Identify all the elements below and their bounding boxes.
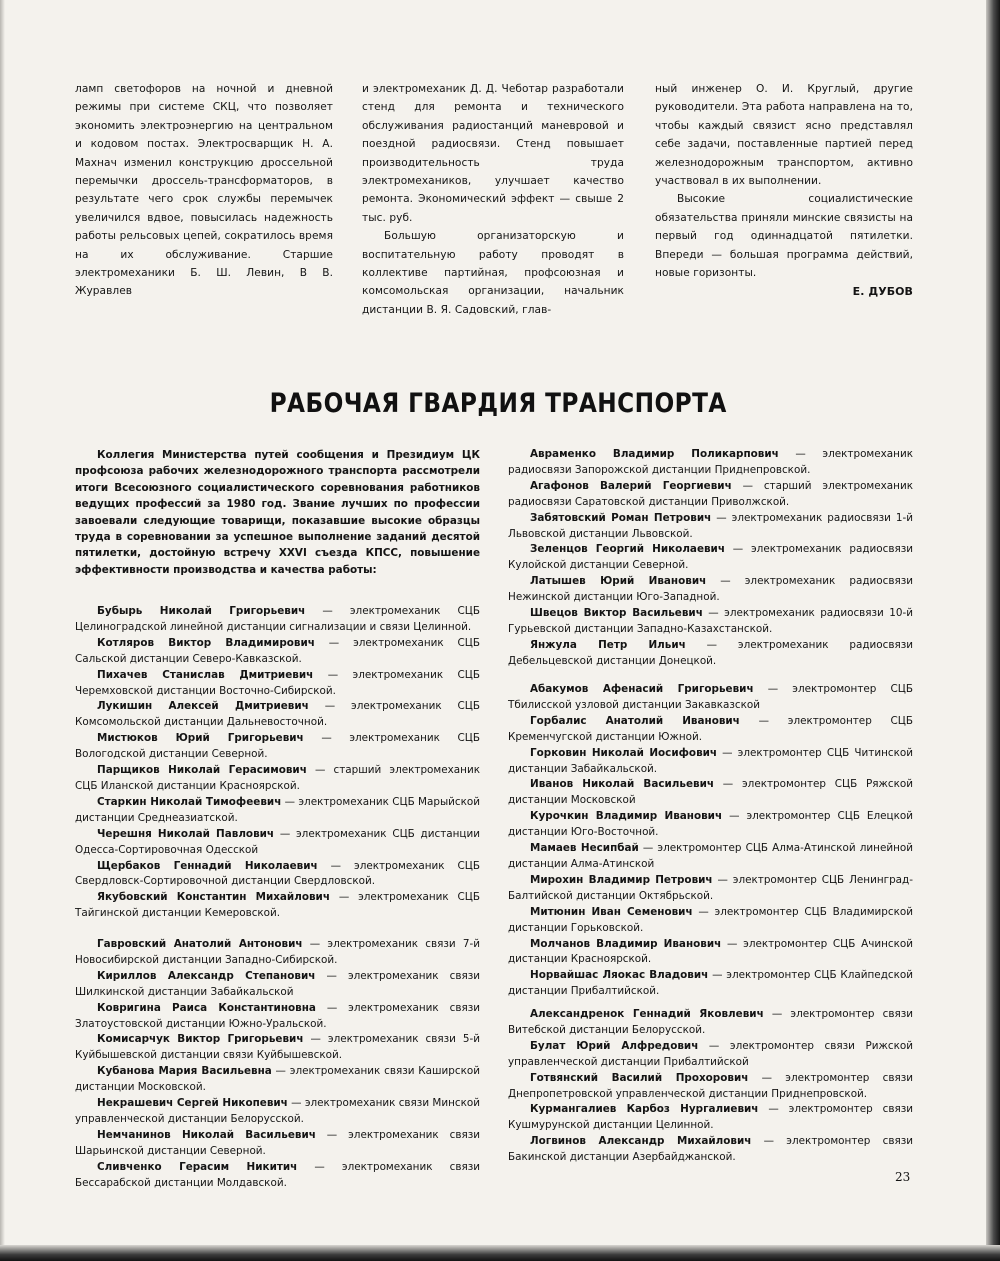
honoree-entry xyxy=(508,873,913,905)
honoree-name: Иванов Николай Васильевич xyxy=(530,778,715,791)
honoree-list-right-1 xyxy=(508,447,913,670)
honoree-position: — электромеханик СЦБ Сальской дистанции Северо-Кавказской. xyxy=(75,636,480,665)
honoree-position: — электромеханик связи Минской управленческой дистанции Белорусской. xyxy=(75,1097,480,1125)
honoree-entry xyxy=(508,809,913,841)
honoree-name: Бубырь Николай Григорьевич xyxy=(97,605,306,617)
top-column-1 xyxy=(75,80,333,301)
honoree-entry xyxy=(508,905,913,937)
honoree-name: Комисарчук Виктор Григорьевич xyxy=(97,1033,304,1046)
page-left-edge xyxy=(0,0,5,1261)
honoree-entry xyxy=(508,479,913,511)
honoree-position: — электромеханик связи Златоустовской дистанции Южно-Уральской. xyxy=(75,1001,480,1030)
honoree-list-left-2 xyxy=(75,937,480,1192)
honoree-name: Норвайшас Ляокас Владович xyxy=(530,969,709,982)
honoree-name: Готвянский Василий Прохорович xyxy=(530,1071,749,1084)
honoree-position: — старший электромеханик СЦБ Иланской дистанции Красноярской. xyxy=(75,764,480,792)
honoree-entry xyxy=(508,841,913,873)
honoree-position: — электромеханик связи Шарьинской дистанции Северной. xyxy=(75,1128,480,1157)
honoree-position: — электромеханик СЦБ Целиноградской линейной дистанции сигнализации и связи Целинной. xyxy=(75,605,481,633)
honoree-name: Пихачев Станислав Дмитриевич xyxy=(97,668,314,681)
honoree-name: Черешня Николай Павлович xyxy=(97,827,275,840)
top-column-3 xyxy=(655,80,913,302)
honoree-position: — электромонтер СЦБ Кременчугской дистанции Южной. xyxy=(508,714,913,743)
honoree-list-left-1 xyxy=(75,604,480,922)
honoree-position: — электромеханик радиосвязи Запорожской дистанции Приднепровской. xyxy=(508,448,913,476)
honoree-position: — электромонтер СЦБ Ленинград-Балтийской дистанции Октябрьской. xyxy=(508,873,913,902)
honoree-position: — электромеханик связи Бессарабской дистанции Молдавской. xyxy=(75,1160,480,1189)
honoree-position: — электромеханик связи 5-й Куйбышевской дистанции связи Куйбышевской. xyxy=(75,1033,480,1062)
honoree-name: Кириллов Александр Степанович xyxy=(97,969,316,982)
honoree-entry xyxy=(75,1001,480,1033)
honoree-name: Митюнин Иван Семенович xyxy=(530,905,693,918)
honoree-entry xyxy=(75,1032,480,1064)
top-column-3-paragraph-1: ный инженер О. И. Круглый, другие руководители. Эта работа направлена на то, чтобы каждый связист ясно представлял себе задачи, поставленные партией перед железнодорожным транспортом, активно участвовал в их выполнении. xyxy=(655,83,913,188)
honoree-name: Парщиков Николай Герасимович xyxy=(97,764,307,777)
article-headline: РАБОЧАЯ ГВАРДИЯ ТРАНСПОРТА xyxy=(269,388,727,419)
top-column-2-paragraph-2: Большую организаторскую и воспитательную работу проводят в коллективе партийная, профсоюзная и комсомольская организации, начальник дистанции В. Я. Садовский, глав- xyxy=(362,230,624,316)
honoree-entry xyxy=(75,890,480,922)
honoree-entry xyxy=(75,636,480,668)
honoree-entry xyxy=(75,604,480,636)
honoree-name: Горковин Николай Иосифович xyxy=(530,746,718,759)
honoree-position: — электромеханик радиосвязи Дебельцевской дистанции Донецкой. xyxy=(508,638,913,667)
honoree-name: Гавровский Анатолий Антонович xyxy=(97,938,303,950)
honoree-name: Котляров Виктор Владимирович xyxy=(97,636,315,649)
honoree-position: — старший электромеханик радиосвязи Саратовской дистанции Приволжской. xyxy=(508,479,913,508)
honoree-entry xyxy=(75,1064,480,1096)
honoree-entry xyxy=(75,1160,480,1192)
honoree-name: Некрашевич Сергей Никопевич xyxy=(97,1097,288,1110)
honoree-name: Якубовский Константин Михайлович xyxy=(97,891,330,904)
honoree-entry xyxy=(508,714,913,746)
page-number: 23 xyxy=(895,1170,911,1184)
honoree-name: Ковригина Раиса Константиновна xyxy=(97,1001,316,1014)
honoree-name: Агафонов Валерий Георгиевич xyxy=(530,479,732,492)
honoree-position: — электромеханик радиосвязи Кулойской дистанции Северной. xyxy=(508,543,913,572)
honoree-name: Кубанова Мария Васильевна xyxy=(97,1065,272,1078)
honoree-entry xyxy=(508,574,913,606)
honoree-entry xyxy=(508,937,913,969)
top-column-2-paragraph-1: и электромеханик Д. Д. Чеботар разработали стенд для ремонта и технического обслуживания радиостанций маневровой и поездной радиосвязи. Стенд повышает производительность труда электромехаников, улучшает качество ремонта. Экономический эффект — свыше 2 тыс. руб. xyxy=(362,83,624,224)
honoree-position: — электромонтер СЦБ Читинской дистанции Забайкальской. xyxy=(508,746,913,775)
honoree-position: — электромеханик СЦБ Вологодской дистанции Северной. xyxy=(75,732,480,761)
honoree-position: — электромеханик связи Шилкинской дистанции Забайкальской xyxy=(75,969,480,998)
honoree-entry xyxy=(75,859,480,891)
honoree-position: — электромонтер связи Витебской дистанции Белорусской. xyxy=(508,1008,913,1036)
top-column-1-paragraph: ламп светофоров на ночной и дневной режимы при системе СКЦ, что позволяет экономить электроэнергию на центральном и кодовом постах. Электросварщик Н. А. Махнач изменил конструкцию дроссельной перемычки дроссель-трансформаторов, в результате чего срок службы перемычек увеличился вдвое, повысилась надежность работы рельсовых цепей, сократилось время на их обслуживание. Старшие электромеханики Б. Ш. Левин, В В. Журавлев xyxy=(75,83,333,298)
honoree-name: Янжула Петр Ильич xyxy=(530,638,686,651)
honoree-name: Мистюков Юрий Григорьевич xyxy=(97,732,304,745)
honoree-name: Мирохин Владимир Петрович xyxy=(530,873,713,886)
honoree-position: — электромонтер СЦБ Ачинской дистанции Красноярской. xyxy=(508,937,913,966)
honoree-position: — электромеханик радиосвязи Нежинской дистанции Юго-Западной. xyxy=(508,575,913,604)
honoree-position: — электромонтер СЦБ Тбилисской узловой дистанции Закавказской xyxy=(508,683,913,711)
honoree-entry xyxy=(75,668,480,700)
honoree-entry xyxy=(508,746,913,778)
honoree-position: — электромеханик СЦБ дистанции Одесса-Сортировочная Одесской xyxy=(75,827,480,856)
honoree-entry xyxy=(508,1134,913,1166)
honoree-name: Авраменко Владимир Поликарпович xyxy=(530,448,779,460)
honoree-position: — электромеханик СЦБ Черемховской дистанции Восточно-Сибирской. xyxy=(75,668,481,697)
honoree-name: Сливченко Герасим Никитич xyxy=(97,1160,298,1173)
honoree-position: — электромеханик связи Каширской дистанции Московской. xyxy=(75,1065,480,1094)
honoree-position: — электромеханик СЦБ Комсомольской дистанции Дальневосточной. xyxy=(75,700,480,729)
honoree-position: — электромеханик СЦБ Тайгинской дистанции Кемеровской. xyxy=(75,891,480,920)
honoree-position: — электромонтер связи Рижской управленческой дистанции Прибалтийской xyxy=(508,1039,913,1068)
honoree-position: — электромонтер СЦБ Клайпедской дистанции Прибалтийской. xyxy=(508,969,913,998)
page-bottom-edge xyxy=(0,1245,1000,1261)
honoree-position: — электромонтер связи Бакинской дистанции Азербайджанской. xyxy=(508,1135,913,1164)
honoree-entry xyxy=(508,1007,913,1039)
honoree-list-right-2 xyxy=(508,682,913,1000)
honoree-position: — электромеханик связи 7-й Новосибирской дистанции Западно-Сибирской. xyxy=(75,938,481,966)
honoree-entry xyxy=(75,795,480,827)
honoree-entry xyxy=(508,1039,913,1071)
honoree-name: Александренок Геннадий Яковлевич xyxy=(530,1008,764,1020)
honoree-entry xyxy=(508,682,913,714)
honoree-entry xyxy=(508,511,913,543)
honoree-name: Швецов Виктор Васильевич xyxy=(530,607,703,620)
honoree-name: Мамаев Несипбай xyxy=(530,842,639,855)
top-column-2 xyxy=(362,80,624,319)
honoree-name: Горбалис Анатолий Иванович xyxy=(530,714,740,727)
honoree-position: — электромонтер связи Кушмурунской дистанции Целинной. xyxy=(508,1103,913,1132)
honoree-name: Забятовский Роман Петрович xyxy=(530,511,712,524)
honoree-position: — электромеханик СЦБ Свердловск-Сортировочной дистанции Свердловской. xyxy=(75,859,480,888)
honoree-entry xyxy=(508,606,913,638)
honoree-entry xyxy=(75,1096,480,1128)
honoree-entry xyxy=(75,731,480,763)
honoree-name: Булат Юрий Алфредович xyxy=(530,1039,699,1052)
honoree-name: Логвинов Александр Михайлович xyxy=(530,1135,752,1148)
honoree-entry xyxy=(508,1102,913,1134)
honoree-name: Зеленцов Георгий Николаевич xyxy=(530,543,725,556)
honoree-entry xyxy=(75,699,480,731)
honoree-name: Латышев Юрий Иванович xyxy=(530,575,707,588)
honoree-position: — электромеханик радиосвязи 1-й Львовской дистанции Львовской. xyxy=(508,511,913,540)
honoree-position: — электромонтер связи Днепропетровской управленческой дистанции Приднепровской. xyxy=(508,1071,913,1100)
honoree-entry xyxy=(508,638,913,670)
honoree-position: — электромеханик радиосвязи 10-й Гурьевской дистанции Западно-Казахстанской. xyxy=(508,607,913,635)
author-signature: Е. ДУБОВ xyxy=(852,285,913,299)
honoree-entry xyxy=(75,937,480,969)
page-right-edge xyxy=(986,0,1000,1261)
honoree-entry xyxy=(75,969,480,1001)
honoree-name: Старкин Николай Тимофеевич xyxy=(97,795,282,808)
honoree-name: Щербаков Геннадий Николаевич xyxy=(97,859,318,872)
honoree-entry xyxy=(75,827,480,859)
honoree-name: Курочкин Владимир Иванович xyxy=(530,810,723,823)
honoree-entry xyxy=(75,1128,480,1160)
honoree-position: — электромонтер СЦБ Владимирской дистанции Горьковской. xyxy=(508,905,913,934)
honoree-entry xyxy=(508,542,913,574)
honoree-entry xyxy=(508,447,913,479)
honoree-name: Молчанов Владимир Иванович xyxy=(530,937,722,950)
honoree-position: — электромеханик СЦБ Марыйской дистанции Среднеазиатской. xyxy=(75,795,480,824)
honoree-list-right-3 xyxy=(508,1007,913,1166)
honoree-name: Лукишин Алексей Дмитриевич xyxy=(97,700,309,713)
honoree-position: — электромонтер СЦБ Елецкой дистанции Юго-Восточной. xyxy=(508,810,913,839)
honoree-position: — электромонтер СЦБ Алма-Атинской линейной дистанции Алма-Атинской xyxy=(508,842,913,870)
honoree-entry xyxy=(508,777,913,809)
honoree-entry xyxy=(75,763,480,795)
honoree-position: — электромонтер СЦБ Ряжской дистанции Московской xyxy=(508,778,914,807)
honoree-entry xyxy=(508,1071,913,1103)
honoree-name: Абакумов Афенасий Григорьевич xyxy=(530,683,754,695)
honoree-name: Немчанинов Николай Васильевич xyxy=(97,1128,316,1141)
top-column-3-paragraph-2: Высокие социалистические обязательства приняли минские связисты на первый год одиннадцатой пятилетки. Впереди — большая программа действий, новые горизонты. xyxy=(655,193,913,280)
honoree-name: Курмангалиев Карбоз Нургалиевич xyxy=(530,1103,759,1116)
honoree-entry xyxy=(508,968,913,1000)
article-intro: Коллегия Министерства путей сообщения и Президиум ЦК профсоюза рабочих железнодорожного транспорта рассмотрели итоги Всесоюзного социалистического соревнования работников ведущих профессий за 1980 год. Звание лучших по профессии завоевали следующие товарищи, показавшие высокие образцы труда в соревновании за успешное выполнение заданий десятой пятилетки, достойную встречу XXVI съезда КПСС, повышение эффективности производства и качества работы: xyxy=(75,449,480,576)
